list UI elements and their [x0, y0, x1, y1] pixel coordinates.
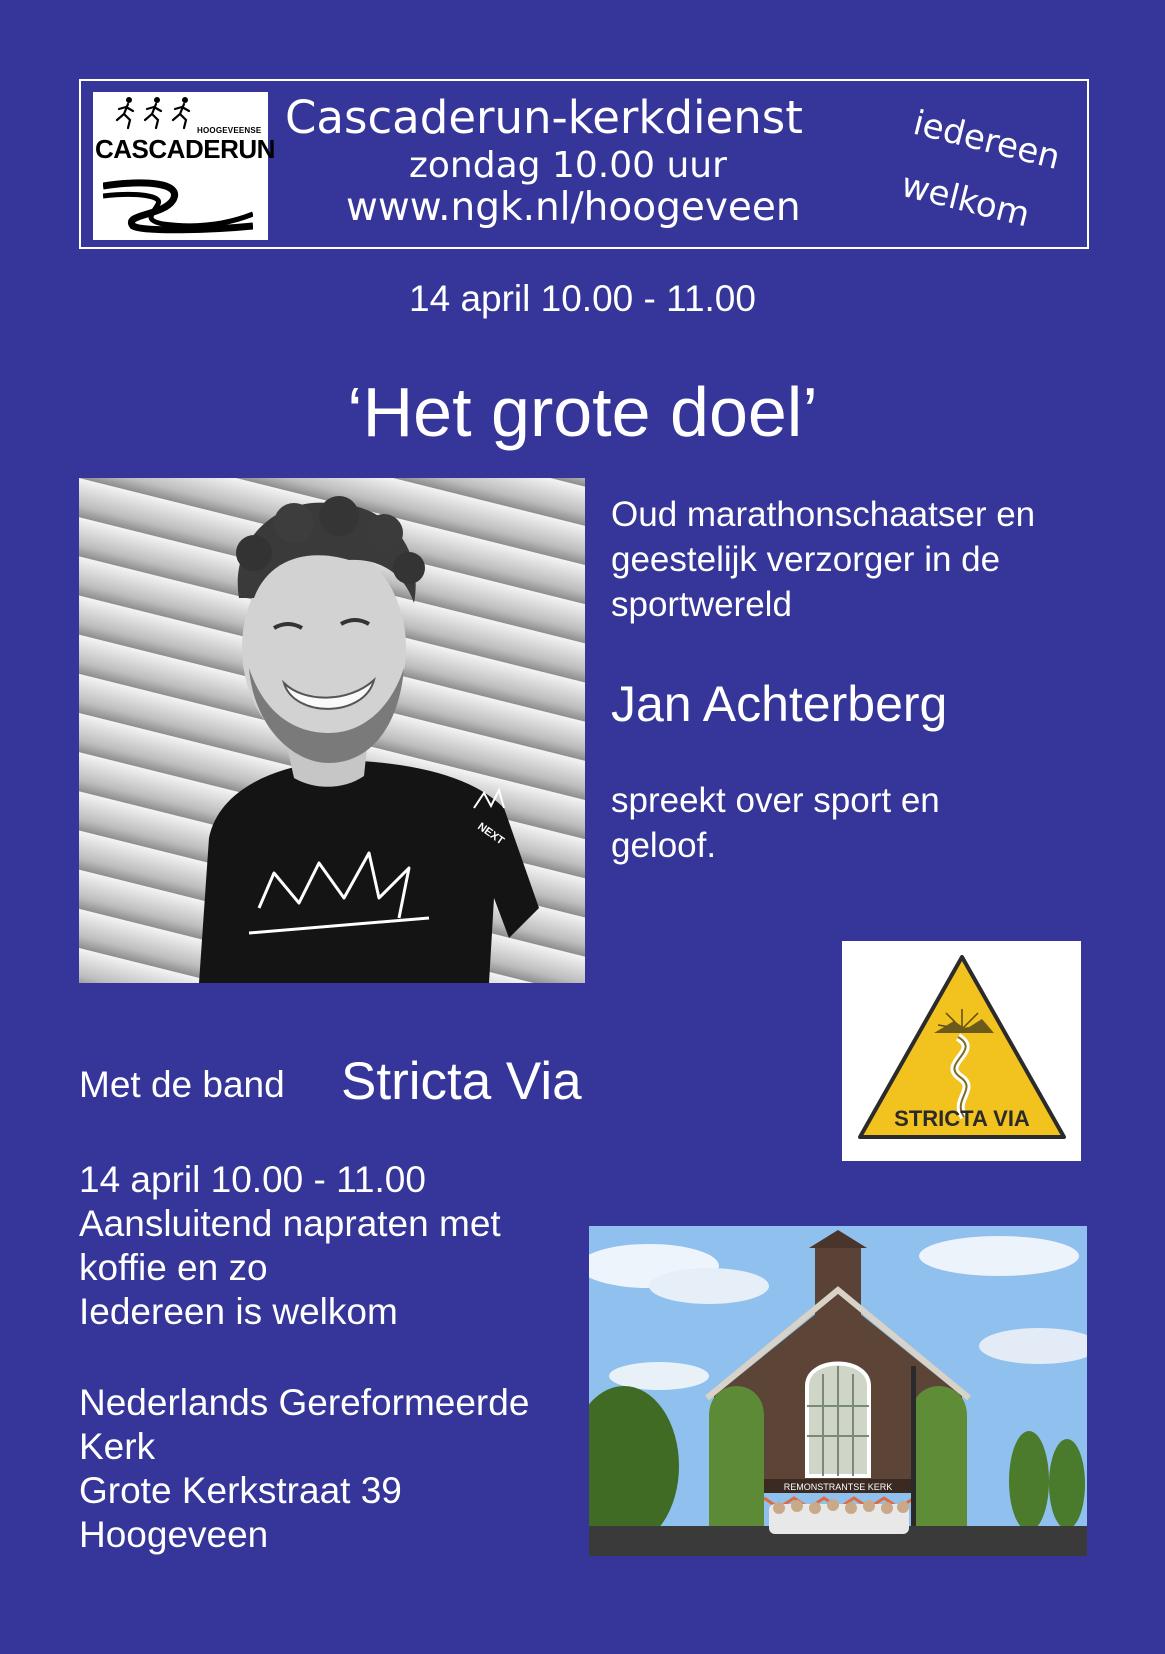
speaker-photo [79, 478, 585, 983]
speaker-name: Jan Achterberg [611, 676, 948, 732]
event-date: 14 april 10.00 - 11.00 [409, 278, 756, 319]
runner-icon [113, 96, 139, 130]
speaker-intro-line: Oud marathonschaatser en [611, 495, 1036, 534]
band-label: Met de band [79, 1064, 285, 1105]
road-icon [103, 170, 253, 234]
church-sign-text: REMONSTRANTSE KERK [783, 1482, 893, 1492]
banner-title: Cascaderun-kerkdienst [285, 91, 803, 144]
church-photo [589, 1226, 1087, 1556]
runner-icon [169, 96, 195, 130]
band-name: Stricta Via [341, 1052, 582, 1111]
event-title: ‘Het grote doel’ [347, 373, 818, 451]
speaker-topic-line: spreekt over sport en [611, 781, 940, 820]
shirt-brand-text: NEXT [475, 820, 507, 848]
welcome-text-line2: welkom [897, 165, 1034, 236]
stricta-via-logo [842, 941, 1081, 1161]
speaker-topic [611, 778, 940, 868]
church-address [79, 1381, 529, 1557]
speaker-topic-line: geloof. [611, 826, 717, 865]
banner-url[interactable]: www.ngk.nl/hoogeveen [346, 185, 801, 230]
address-line: Grote Kerkstraat 39 [79, 1470, 402, 1511]
speaker-intro [611, 492, 1035, 627]
details-line: koffie en zo [79, 1247, 268, 1288]
runner-icon [141, 96, 167, 130]
header-banner [79, 79, 1089, 249]
details-line: Aansluitend napraten met [79, 1203, 501, 1244]
details-line: Iedereen is welkom [79, 1291, 398, 1332]
cascaderun-logo [93, 92, 275, 240]
details-line: 14 april 10.00 - 11.00 [79, 1159, 426, 1200]
logo-small-text: HOOGEVEENSE [197, 126, 262, 135]
address-line: Kerk [79, 1426, 156, 1467]
band-logo-text: STRICTA VIA [894, 1106, 1030, 1131]
speaker-intro-line: geestelijk verzorger in de [611, 540, 1001, 579]
speaker-intro-line: sportwereld [611, 585, 792, 624]
banner-time: zondag 10.00 uur [409, 145, 727, 186]
logo-wordmark: CASCADERUN [95, 134, 275, 164]
event-details [79, 1158, 501, 1334]
address-line: Nederlands Gereformeerde [79, 1382, 530, 1423]
address-line: Hoogeveen [79, 1514, 269, 1555]
welcome-text-line1: iedereen [909, 103, 1065, 178]
